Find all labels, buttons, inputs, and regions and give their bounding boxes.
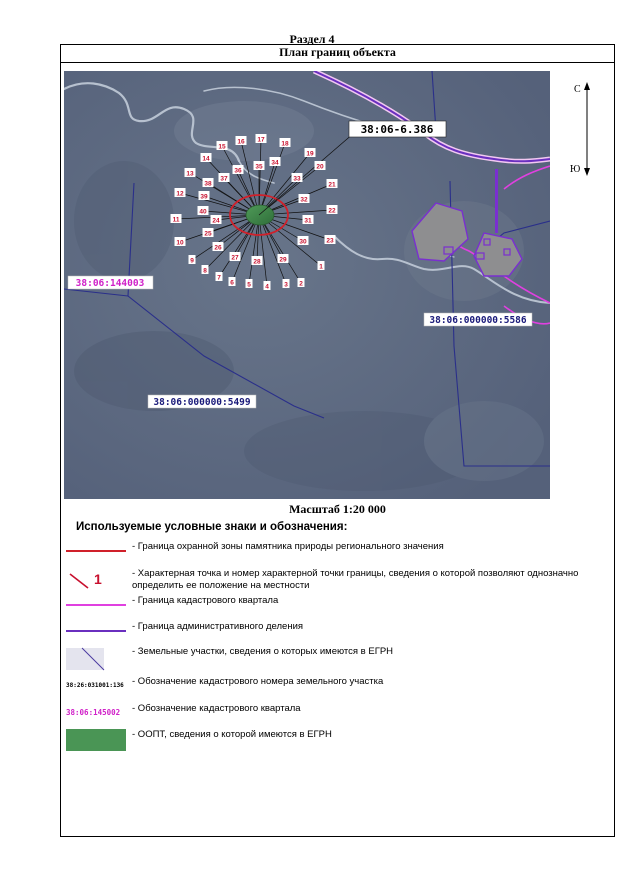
boundary-point-40 bbox=[198, 206, 209, 215]
boundary-point-31 bbox=[303, 215, 314, 224]
boundary-point-28 bbox=[252, 256, 263, 265]
boundary-point-36 bbox=[233, 165, 244, 174]
boundary-point-5 bbox=[246, 279, 253, 288]
parcel-number-east: 38:06:000000:5586 bbox=[429, 315, 527, 326]
boundary-point-26 bbox=[213, 242, 224, 251]
boundary-point-19 bbox=[305, 148, 316, 157]
boundary-point-33 bbox=[292, 173, 303, 182]
boundary-point-14 bbox=[201, 153, 212, 162]
point-marker-icon bbox=[66, 568, 128, 594]
compass-north-label: С bbox=[574, 84, 581, 95]
point-number: 12 bbox=[176, 190, 184, 198]
point-number: 4 bbox=[265, 283, 269, 291]
point-number: 40 bbox=[199, 208, 207, 216]
boundary-point-21 bbox=[327, 179, 338, 188]
boundary-point-3 bbox=[283, 279, 290, 288]
legend-text: - ООПТ, сведения о которой имеются в ЕГРН bbox=[132, 729, 332, 740]
quarter-number-west: 38:06:144003 bbox=[75, 278, 145, 289]
point-number: 5 bbox=[247, 281, 251, 289]
legend-text: - Граница кадастрового квартала bbox=[132, 595, 279, 606]
point-number: 32 bbox=[300, 196, 308, 204]
point-number: 15 bbox=[218, 143, 226, 151]
legend-item-zone-border bbox=[66, 541, 606, 555]
boundary-point-18 bbox=[280, 138, 291, 147]
boundary-point-1 bbox=[318, 261, 325, 270]
oopt-swatch-icon bbox=[66, 729, 128, 753]
parcel-number-sample: 38:26:031001:136 bbox=[66, 682, 124, 689]
legend-item-quarter-number bbox=[66, 703, 606, 719]
satellite-map bbox=[64, 71, 550, 499]
legend-item-parcel-number bbox=[66, 676, 606, 692]
legend-text: - Обозначение кадастрового номера земельного участка bbox=[132, 676, 384, 687]
boundary-point-32 bbox=[299, 194, 310, 203]
north-arrow-icon bbox=[584, 82, 590, 90]
compass bbox=[565, 78, 605, 178]
boundary-point-39 bbox=[199, 191, 210, 200]
south-arrow-icon bbox=[584, 168, 590, 176]
point-number: 16 bbox=[237, 138, 245, 146]
quarter-west-label bbox=[68, 276, 153, 289]
point-number: 10 bbox=[176, 239, 184, 247]
legend-heading: Используемые условные знаки и обозначения: bbox=[76, 521, 348, 533]
legend-item-parcels bbox=[66, 646, 606, 672]
point-number: 29 bbox=[279, 256, 287, 264]
boundary-point-23 bbox=[325, 235, 336, 244]
parcel-south-label bbox=[148, 395, 256, 408]
compass-south-label: Ю bbox=[570, 164, 581, 175]
boundary-point-34 bbox=[270, 157, 281, 166]
point-number: 19 bbox=[306, 150, 314, 158]
boundary-point-29 bbox=[278, 254, 289, 263]
boundary-point-9 bbox=[189, 255, 196, 264]
point-number: 31 bbox=[304, 217, 312, 225]
point-number: 35 bbox=[255, 163, 263, 171]
boundary-point-12 bbox=[175, 188, 186, 197]
point-number: 13 bbox=[186, 170, 194, 178]
legend-text: - Граница административного деления bbox=[132, 621, 304, 632]
point-number: 18 bbox=[281, 140, 289, 148]
point-sample-number: 1 bbox=[94, 571, 102, 587]
parcel-east-label bbox=[424, 313, 532, 326]
point-number: 33 bbox=[293, 175, 301, 183]
point-number: 27 bbox=[231, 254, 239, 262]
point-number: 37 bbox=[220, 175, 228, 183]
boundary-point-17 bbox=[256, 134, 267, 143]
boundary-point-4 bbox=[264, 281, 271, 290]
boundary-point-27 bbox=[230, 252, 241, 261]
object-number: 38:06-6.386 bbox=[360, 123, 434, 136]
point-number: 34 bbox=[271, 159, 279, 167]
point-number: 25 bbox=[204, 230, 212, 238]
point-number: 9 bbox=[190, 257, 194, 265]
point-number: 20 bbox=[316, 163, 324, 171]
magenta-line-icon bbox=[66, 595, 128, 609]
boundary-point-35 bbox=[254, 161, 265, 170]
legend-item-admin-border bbox=[66, 621, 606, 635]
point-number: 38 bbox=[204, 180, 212, 188]
point-number: 6 bbox=[230, 279, 234, 287]
point-number: 23 bbox=[326, 237, 334, 245]
point-number: 39 bbox=[200, 193, 208, 201]
quarter-number-sample: 38:06:145002 bbox=[66, 708, 121, 717]
point-number: 17 bbox=[257, 136, 265, 144]
point-number: 11 bbox=[172, 216, 180, 224]
title-divider bbox=[60, 62, 615, 63]
point-number: 1 bbox=[319, 263, 323, 271]
boundary-point-13 bbox=[185, 168, 196, 177]
legend-item-oopt bbox=[66, 729, 606, 753]
point-number: 3 bbox=[284, 281, 288, 289]
section-title: Раздел 4 bbox=[289, 32, 335, 46]
point-number: 22 bbox=[328, 207, 336, 215]
legend-item-quarter-border bbox=[66, 595, 606, 609]
boundary-point-38 bbox=[203, 178, 214, 187]
legend-item-point bbox=[66, 568, 606, 594]
boundary-point-11 bbox=[171, 214, 182, 223]
purple-line-icon bbox=[66, 621, 128, 635]
legend-text: - Земельные участки, сведения о которых имеются в ЕГРН bbox=[132, 646, 394, 657]
point-number: 28 bbox=[253, 258, 261, 266]
boundary-point-8 bbox=[202, 265, 209, 274]
plan-title: План границ объекта bbox=[279, 45, 396, 59]
point-number: 26 bbox=[214, 244, 222, 252]
boundary-point-6 bbox=[229, 277, 236, 286]
legend-text: - Граница охранной зоны памятника природы регионального значения bbox=[132, 541, 444, 552]
legend-text: - Обозначение кадастрового квартала bbox=[132, 703, 301, 714]
point-number: 21 bbox=[328, 181, 336, 189]
point-number: 8 bbox=[203, 267, 207, 275]
boundary-point-25 bbox=[203, 228, 214, 237]
parcel-swatch-icon bbox=[66, 646, 128, 672]
point-number: 14 bbox=[202, 155, 210, 163]
boundary-point-15 bbox=[217, 141, 228, 150]
point-number: 7 bbox=[217, 274, 221, 282]
legend-text: - Характерная точка и номер характерной точки границы, сведения о которой позволяют однозначно определить ее положение на местности bbox=[132, 568, 579, 591]
boundary-point-37 bbox=[219, 173, 230, 182]
point-number: 2 bbox=[299, 280, 303, 288]
boundary-point-16 bbox=[236, 136, 247, 145]
boundary-point-24 bbox=[211, 215, 222, 224]
boundary-point-30 bbox=[298, 236, 309, 245]
boundary-point-22 bbox=[327, 205, 338, 214]
point-number: 36 bbox=[234, 167, 242, 175]
object-number-label bbox=[349, 121, 446, 137]
boundary-point-2 bbox=[298, 278, 305, 287]
parcel-number-south: 38:06:000000:5499 bbox=[153, 397, 251, 408]
boundary-point-7 bbox=[216, 272, 223, 281]
red-line-icon bbox=[66, 541, 128, 555]
point-number: 24 bbox=[212, 217, 220, 225]
boundary-point-10 bbox=[175, 237, 186, 246]
point-number: 30 bbox=[299, 238, 307, 246]
boundary-point-20 bbox=[315, 161, 326, 170]
scale-label: Масштаб 1:20 000 bbox=[289, 502, 386, 516]
